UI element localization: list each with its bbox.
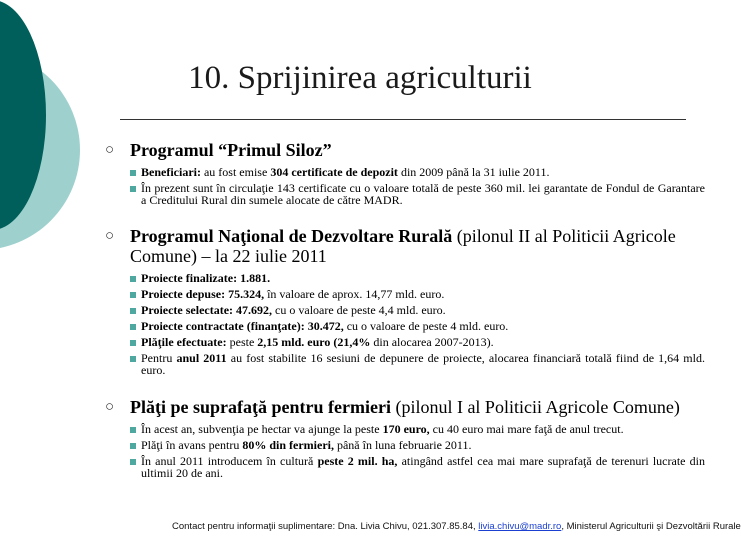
- item-text-2: atingând astfel cea mai mare suprafaţă de terenuri lucrate din ultimii 20 de ani.: [141, 454, 706, 480]
- list-item: [130, 288, 705, 300]
- decorative-circles: [0, 0, 110, 320]
- heading-bold: Plăţi pe suprafaţă pentru fermieri: [130, 397, 391, 417]
- item-bold-2: 304 certificate de depozit: [270, 165, 398, 179]
- item-bold-2: 2,15 mld. euro (21,4%: [257, 335, 371, 349]
- square-bullet-icon: [130, 443, 136, 449]
- square-bullet-icon: [130, 427, 136, 433]
- item-text: În anul 2011 introducem în cultură: [141, 454, 318, 468]
- item-text: cu o valoare de peste 4,4 mld. euro.: [272, 303, 446, 317]
- item-bold-2: 80% din fermieri,: [242, 438, 334, 452]
- item-text-2: au fost stabilite 16 sesiuni de depunere de proiecte, alocarea financiară totală fiind de 1,64 mld. euro.: [141, 351, 705, 377]
- item-bold-2: anul 2011: [176, 351, 227, 365]
- square-bullet-icon: [130, 292, 136, 298]
- heading-bold: Programul Naţional de Dezvoltare Rurală: [130, 226, 453, 246]
- title-divider: [120, 119, 686, 120]
- list-item: [130, 336, 705, 348]
- section-heading: [105, 226, 705, 266]
- square-bullet-icon: [130, 186, 136, 192]
- heading-bold: Programul “Primul Siloz”: [130, 140, 332, 160]
- square-bullet-icon: [130, 356, 136, 362]
- item-text-2: până în luna februarie 2011.: [333, 438, 472, 452]
- circle-bullet-icon: ○: [105, 228, 115, 244]
- list-item: [130, 304, 705, 316]
- item-bold: Proiecte selectate: 47.692,: [141, 303, 273, 317]
- list-item: [130, 320, 705, 332]
- list-item: [130, 352, 705, 376]
- square-bullet-icon: [130, 340, 136, 346]
- slide-title: 10. Sprijinirea agriculturii: [188, 60, 532, 96]
- square-bullet-icon: [130, 276, 136, 282]
- heading-rest: (pilonul I al Politicii Agricole Comune): [390, 397, 680, 417]
- item-text: În prezent sunt în circulaţie 143 certificate cu o valoare totală de peste 360 mil. lei garantate de Fondul de Garantare a Creditului Rural din sumele alocate de către MADR.: [141, 181, 705, 207]
- item-text: Pentru: [141, 351, 177, 365]
- list-item: [130, 439, 705, 451]
- section-heading: [105, 140, 705, 160]
- list-item: [130, 272, 705, 284]
- list-item: [130, 182, 705, 206]
- list-item: [130, 423, 705, 435]
- item-bold-2: 170 euro,: [382, 422, 430, 436]
- square-bullet-icon: [130, 459, 136, 465]
- circle-bullet-icon: ○: [105, 142, 115, 158]
- square-bullet-icon: [130, 170, 136, 176]
- item-text-2: din 2009 până la 31 iulie 2011.: [397, 165, 550, 179]
- section-pndr: [105, 226, 705, 380]
- list-item: [130, 166, 705, 178]
- item-text: în valoare de aprox. 14,77 mld. euro.: [264, 287, 445, 301]
- item-bold: Beneficiari:: [141, 165, 201, 179]
- item-text: cu o valoare de peste 4 mld. euro.: [343, 319, 509, 333]
- section-heading: [105, 397, 705, 417]
- item-bold: Proiecte contractate (finanţate): 30.472,: [141, 319, 344, 333]
- list-item: [130, 455, 705, 479]
- heading-rest: (pilonul II al Politicii Agricole Comune) – la 22 iulie 2011: [130, 226, 676, 266]
- item-bold: Proiecte finalizate: 1.881.: [141, 271, 271, 285]
- item-text: peste: [226, 335, 258, 349]
- square-bullet-icon: [130, 324, 136, 330]
- item-bold: Proiecte depuse: 75.324,: [141, 287, 265, 301]
- square-bullet-icon: [130, 308, 136, 314]
- contact-footer: [172, 521, 741, 532]
- footer-prefix: Contact pentru informaţii suplimentare: Dna. Livia Chivu, 021.307.85.84,: [172, 521, 479, 532]
- item-text-2: din alocarea 2007-2013).: [370, 335, 494, 349]
- item-text: au fost emise: [200, 165, 271, 179]
- item-bold: Plăţile efectuate:: [141, 335, 227, 349]
- email-link[interactable]: livia.chivu@madr.ro: [478, 521, 562, 532]
- section-plati-suprafata: [105, 397, 705, 483]
- item-bold-2: peste 2 mil. ha,: [317, 454, 398, 468]
- item-text-2: cu 40 euro mai mare faţă de anul trecut.: [429, 422, 624, 436]
- section-primul-siloz: [105, 140, 705, 210]
- circle-bullet-icon: ○: [105, 399, 115, 415]
- footer-suffix: , Ministerul Agriculturii şi Dezvoltării Rurale: [561, 521, 741, 532]
- item-text: În acest an, subvenţia pe hectar va ajunge la peste: [141, 422, 383, 436]
- item-text: Plăţi în avans pentru: [141, 438, 243, 452]
